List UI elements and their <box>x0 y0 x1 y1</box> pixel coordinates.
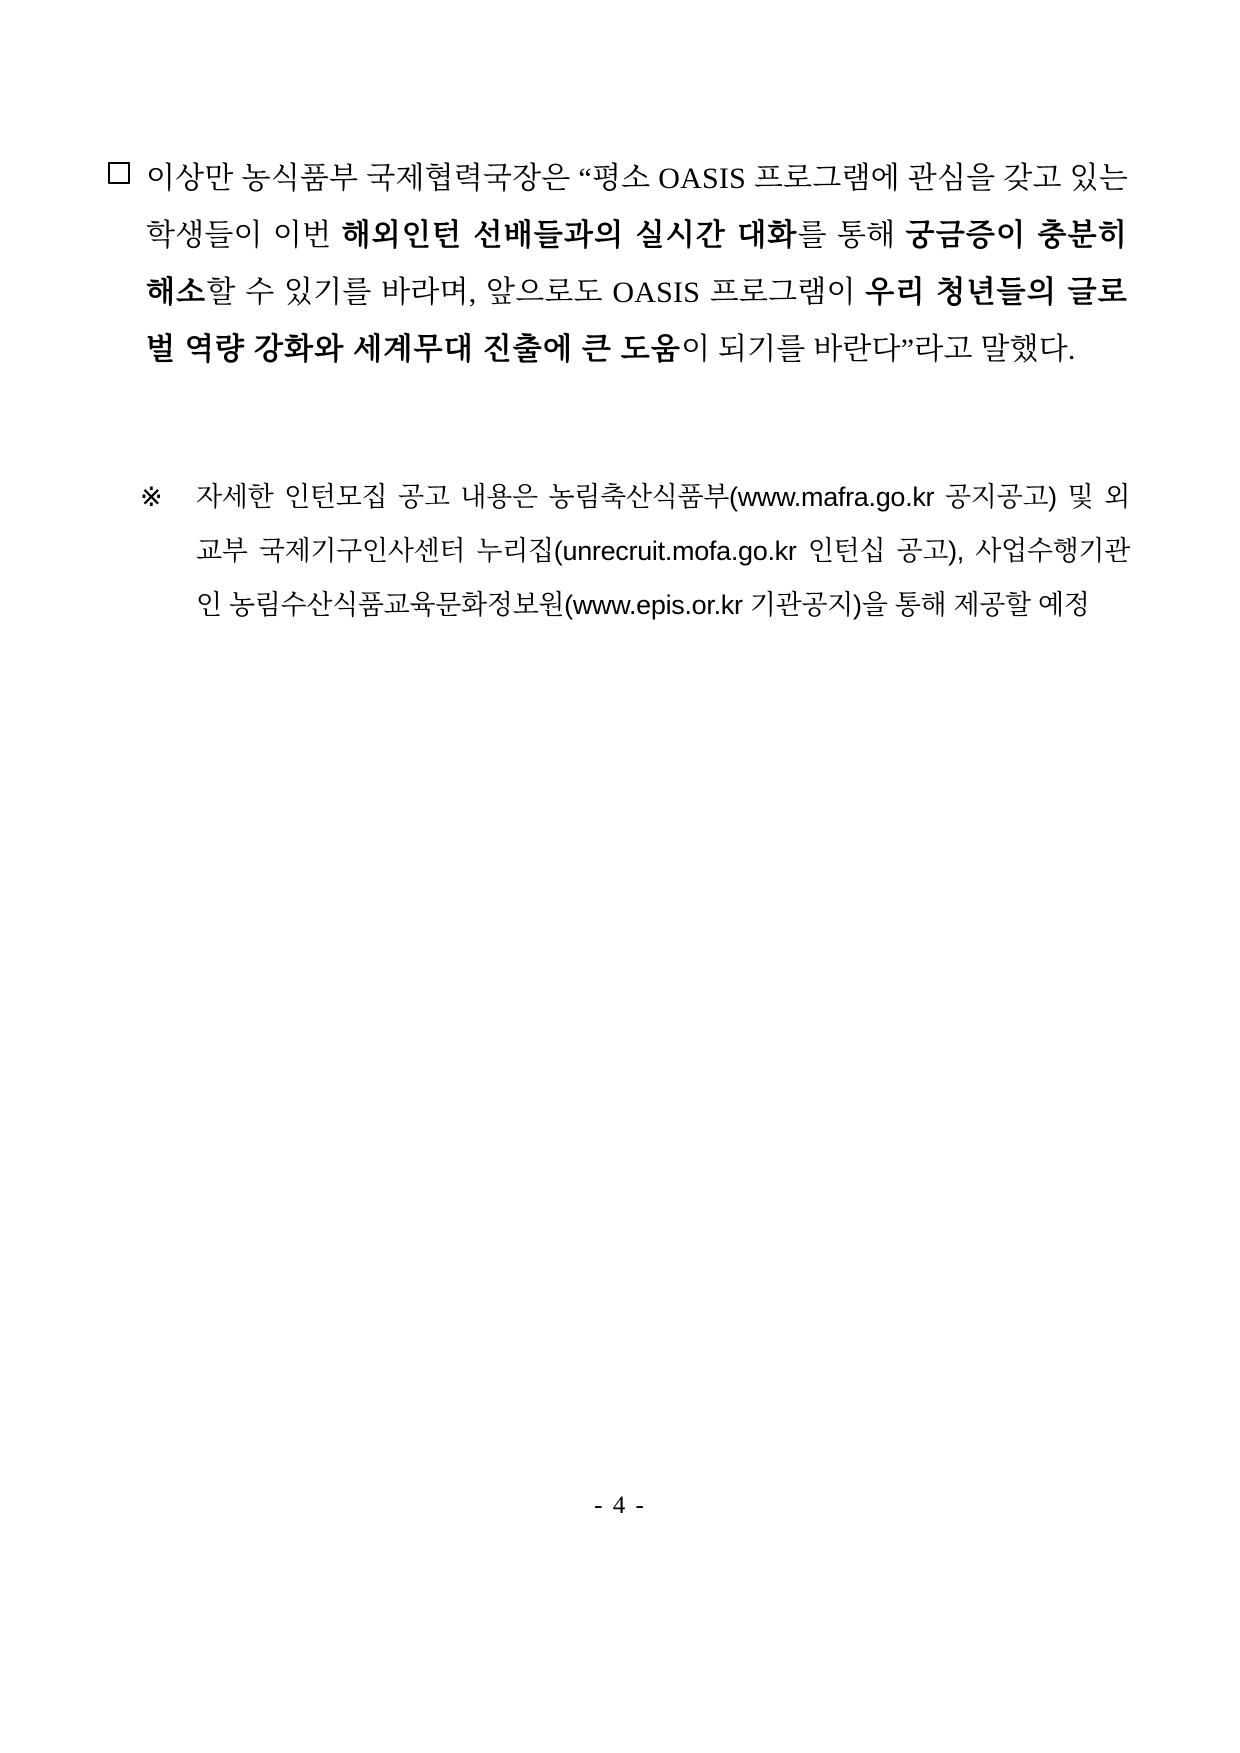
quote-paragraph-text <box>146 150 1128 378</box>
note-paragraph-block <box>140 470 1130 632</box>
quote-segment-5: 할 수 있기를 바라며, 앞으로도 OASIS 프로그램이 <box>206 276 866 309</box>
quote-segment-7: 이 되기를 바란다”라고 말했다. <box>681 333 1076 366</box>
quote-segment-3: 를 통해 <box>797 219 906 252</box>
square-bullet-icon <box>108 162 130 184</box>
note-paragraph-text: 자세한 인턴모집 공고 내용은 농림축산식품부(www.mafra.go.kr 공지공고) 및 외교부 국제기구인사센터 누리집(unrecruit.mofa.go.kr 인턴십 공고), 사업수행기관인 농림수산식품교육문화정보원(www.epis.or.kr 기관공지)을 통해 제공할 예정 <box>196 482 1130 620</box>
quote-paragraph-block <box>108 150 1128 378</box>
quote-segment-1: 이상만 농식품부 국제협력국장은 “평소 OASIS 프로그램에 관심을 갖고 있는 학생들이 이번 <box>146 162 1128 252</box>
quote-segment-6-bold: 우리 청년들의 글로벌 역량 강화와 세계무대 진출에 큰 도움 <box>146 276 1128 366</box>
quote-segment-2-bold: 해외인턴 선배들과의 실시간 대화 <box>341 219 798 252</box>
page-number: - 4 - <box>594 1492 646 1519</box>
reference-mark-icon: ※ <box>140 482 163 512</box>
quote-segment-4-bold: 궁금증이 충분히 해소 <box>146 219 1128 309</box>
